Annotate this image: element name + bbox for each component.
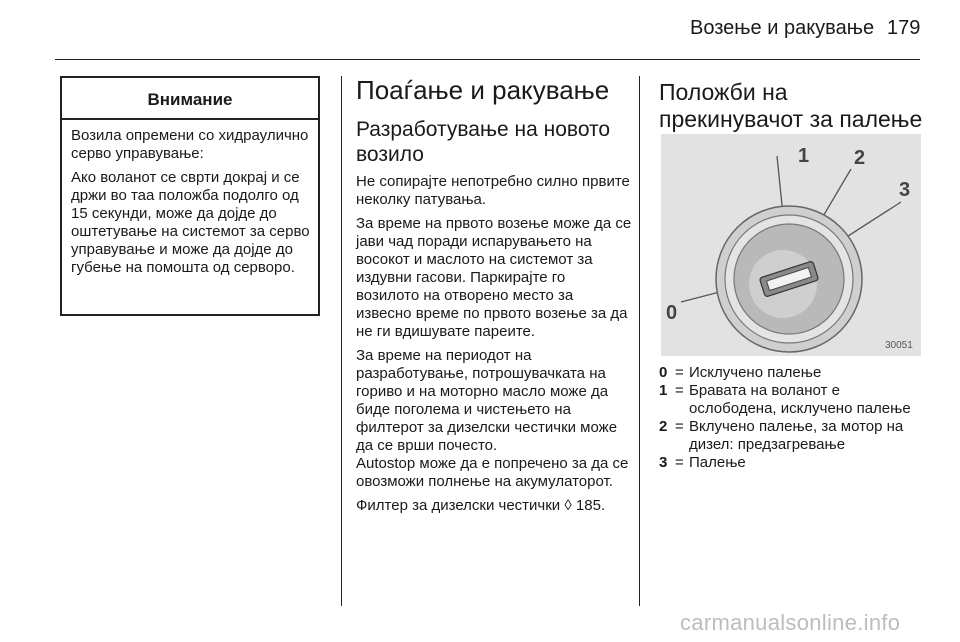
label-3: 3 xyxy=(899,179,911,201)
ignition-switch-figure xyxy=(661,134,921,356)
figure-code: 30051 xyxy=(885,340,913,351)
legend-item xyxy=(659,364,924,382)
legend-list xyxy=(659,364,924,472)
legend-key: 1 xyxy=(659,382,668,399)
legend-eq: = xyxy=(675,454,684,471)
column-middle xyxy=(356,75,632,521)
subsection-heading: Разработување на новото возило xyxy=(356,118,611,166)
legend-item xyxy=(659,382,924,418)
page-header-title: Возење и ракување xyxy=(690,17,875,39)
warning-paragraph: Ако воланот се сврти докрај и се држи во таа положба подолго од 15 секунди, може да дојде до оштетување на системот за серво управување и може да дојде до губење на помошта од серворо. xyxy=(71,169,310,276)
legend-eq: = xyxy=(675,382,684,399)
legend-item xyxy=(659,418,924,454)
legend-key: 0 xyxy=(659,364,668,381)
legend-eq: = xyxy=(675,418,684,435)
label-0: 0 xyxy=(666,302,678,324)
column-divider xyxy=(341,76,342,606)
watermark: carmanualsonline.info xyxy=(680,610,901,635)
ignition-diagram xyxy=(661,134,921,356)
legend-text: Бравата на воланот е ослободена, исклучено палење xyxy=(689,382,911,417)
legend-key: 3 xyxy=(659,454,668,471)
legend-eq: = xyxy=(675,364,684,381)
warning-box xyxy=(60,76,320,316)
legend-text: Исклучено палење xyxy=(689,364,822,381)
body-paragraph: Autostop може да е попречено за да се овозможи полнење на акумулаторот. xyxy=(356,455,629,490)
body-paragraph: За време на периодот на разработување, потрошувачката на гориво и на моторно масло може да биде поголема и чистењето на филтерот за дизелски честички може да се врши почесто. xyxy=(356,347,618,454)
legend-key: 2 xyxy=(659,418,668,435)
header-rule xyxy=(55,59,920,60)
section-heading: Поаѓање и ракување xyxy=(356,75,610,105)
body-paragraph: За време на првото возење може да се јави чад поради испарувањето на восокот и маслото на системот за издувни гасови. Паркирајте го возилото на отворено место за извесно време по првото возење за да не ги вдишувате пареите. xyxy=(356,215,632,340)
label-2: 2 xyxy=(854,147,866,169)
warning-paragraph: Возила опремени со хидраулично серво управување: xyxy=(71,127,309,162)
legend-text: Палење xyxy=(689,454,746,471)
body-paragraph: Филтер за дизелски честички ◊ 185. xyxy=(356,497,606,514)
legend-text: Вклучено палење, за мотор на дизел: предзагревање xyxy=(689,418,904,453)
section-heading: Положби на прекинувачот за палење xyxy=(659,79,923,132)
legend-item xyxy=(659,454,924,472)
column-right xyxy=(659,79,924,133)
body-paragraph: Не сопирајте непотребно силно првите неколку патувања. xyxy=(356,173,630,208)
page-number: 179 xyxy=(887,17,921,39)
label-1: 1 xyxy=(798,145,810,167)
column-divider xyxy=(639,76,640,606)
warning-title: Внимание xyxy=(62,78,318,120)
